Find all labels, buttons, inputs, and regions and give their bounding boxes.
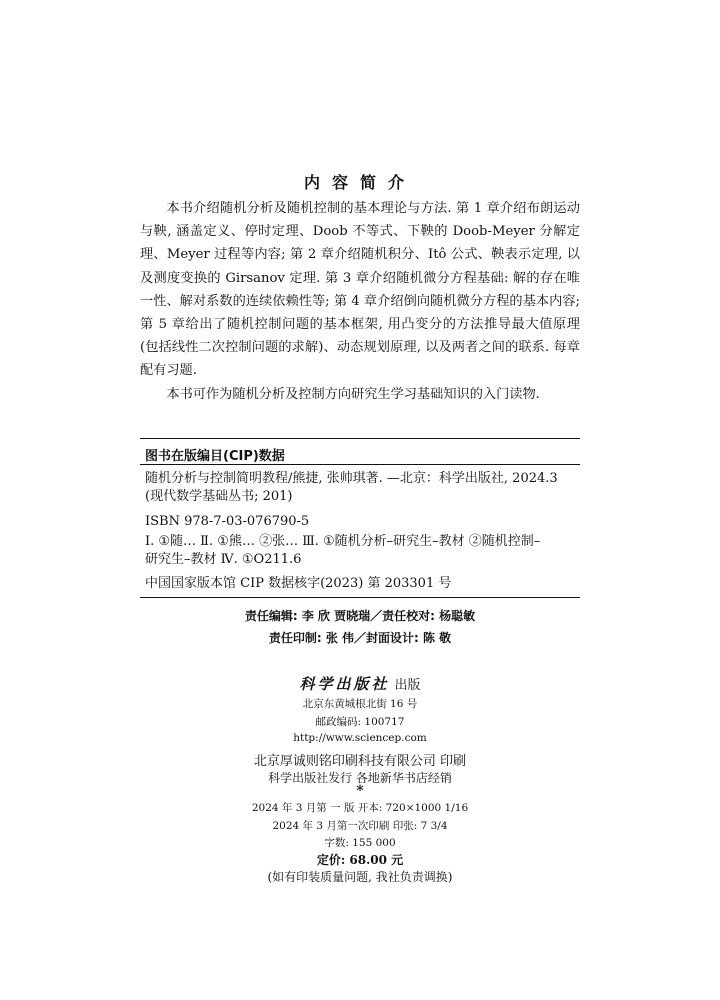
- publisher-postcode: 邮政编码: 100717: [315, 716, 405, 728]
- printer: 北京厚诚则铭印刷科技有限公司 印刷: [253, 754, 467, 769]
- cip-classification-1: Ⅰ. ①随… Ⅱ. ①熊… ②张… Ⅲ. ①随机分析–研究生–教材 ②随机控制–: [145, 534, 541, 549]
- quality-note: (如有印装质量问题, 我社负责调换): [267, 870, 453, 884]
- summary-paragraph-2: 本书可作为随机分析及控制方向研究生学习基础知识的入门读物.: [166, 386, 540, 402]
- separator-star: *: [356, 783, 364, 799]
- publisher-suffix: 出版: [394, 678, 421, 693]
- summary-title: 内容简介: [303, 173, 416, 192]
- publisher-website: http://www.sciencep.com: [293, 732, 427, 744]
- price: 定价: 68.00 元: [316, 853, 404, 867]
- cip-title: 图书在版编目(CIP)数据: [145, 449, 285, 464]
- publisher-address: 北京东黄城根北街 16 号: [302, 698, 418, 710]
- word-count: 字数: 155 000: [324, 837, 396, 849]
- cip-isbn: ISBN 978-7-03-076790-5: [145, 514, 310, 529]
- cip-classification: [145, 533, 575, 569]
- cip-bottom-rule: [140, 597, 580, 598]
- summary-paragraph-1: 本书介绍随机分析及随机控制的基本理论与方法. 第 1 章介绍布朗运动与鞅, 涵盖定义、停时定理、Doob 不等式、下鞅的 Doob-Meyer 分解定理、Meyer 过程等内容; 第 2 章介绍随机积分、Itô 公式、鞅表示定理, 以及测度变换的 Girsanov 定理. 第 3 章介绍随机微分方程基础: 解的存在唯一性、解对系数的连续依赖性等; 第 4 章介绍倒向随机微分方程的基本内容; 第 5 章给出了随机控制问题的基本框架, 用凸变分的方法推导最大值原理 (包括线性二次控制问题的求解)、动态规划原理, 以及两者之间的联系. 每章配有习题.: [140, 201, 580, 379]
- publisher-logo: 科学出版社: [299, 675, 390, 693]
- cip-classification-2: 研究生–教材 Ⅳ. ①O211.6: [145, 552, 302, 567]
- cip-book-info: [145, 470, 575, 506]
- edition-info: 2024 年 3 月第 一 版 开本: 720×1000 1/16: [251, 802, 469, 814]
- credits-line-2: 责任印制: 张 伟／封面设计: 陈 敬: [268, 631, 452, 645]
- cip-line-2: (现代数学基础丛书; 201): [145, 489, 293, 504]
- distribution: 科学出版社发行 各地新华书店经销: [268, 771, 452, 785]
- publisher-line: [0, 673, 720, 694]
- cip-top-rule: [140, 438, 580, 439]
- summary-body: [140, 197, 580, 406]
- cip-title-rule: [140, 464, 580, 465]
- printing-info: 2024 年 3 月第一次印刷 印张: 7 3/4: [272, 820, 448, 832]
- credits-line-1: 责任编辑: 李 欣 贾晓瑞／责任校对: 杨聪敏: [244, 609, 476, 623]
- cip-line-1: 随机分析与控制简明教程/熊捷, 张帅琪著. —北京：科学出版社, 2024.3: [145, 471, 558, 486]
- cip-number: 中国国家版本馆 CIP 数据核字(2023) 第 203301 号: [145, 576, 452, 591]
